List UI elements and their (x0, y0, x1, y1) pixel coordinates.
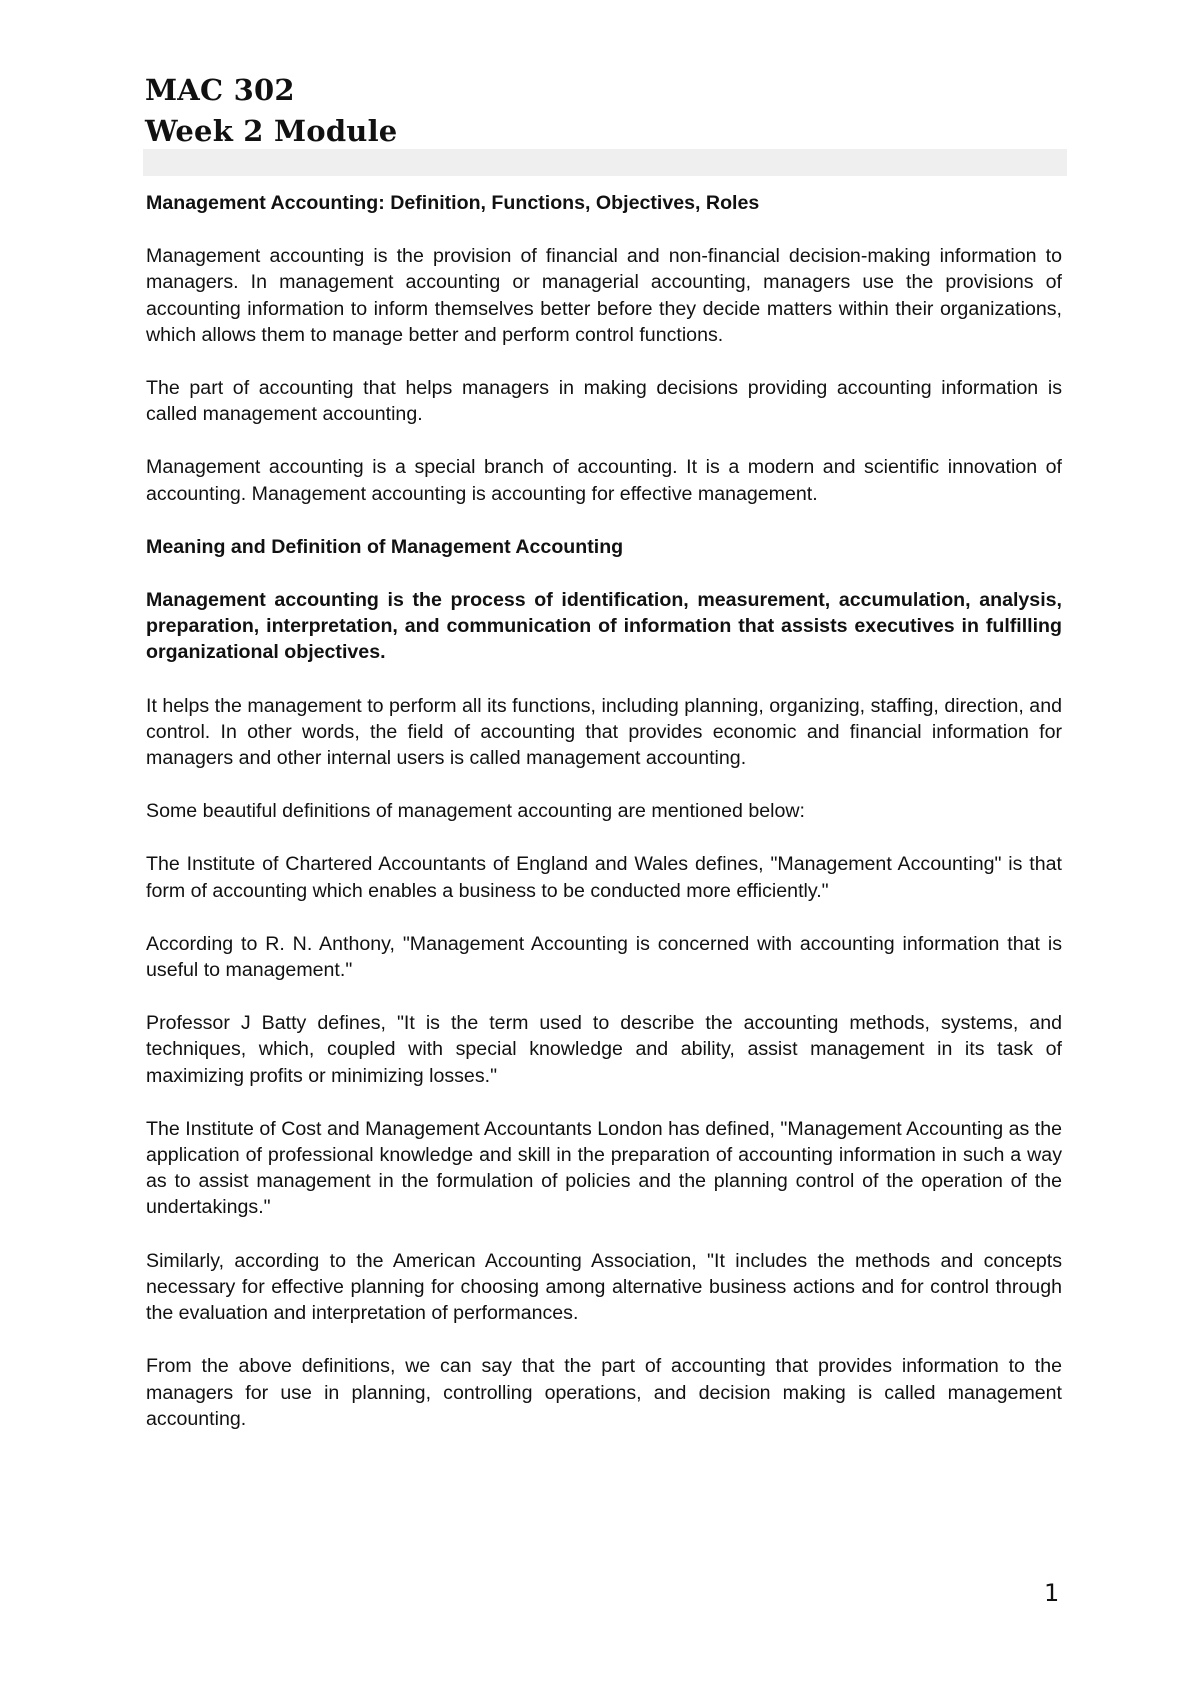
paragraph-intro: Management accounting is the provision of financial and non-financial decision-making information to managers. In management accounting or managerial accounting, managers use the provisions of accounting information to inform themselves better before they decide matters within their organizations, which allows them to manage better and perform control functions. (146, 245, 1062, 346)
course-code: MAC 302 (145, 73, 295, 107)
page-number: 1 (1044, 1579, 1060, 1607)
paragraph-functions: It helps the management to perform all its functions, including planning, organizing, staffing, direction, and control. In other words, the field of accounting that provides economic and financial information for managers and other internal users is called management accounting. (146, 694, 1062, 770)
definition-aaa: Similarly, according to the American Accounting Association, "It includes the methods and concepts necessary for effective planning for choosing among alternative business actions and for control through the evaluation and interpretation of performances. (146, 1249, 1062, 1325)
module-title: Week 2 Module (145, 114, 398, 148)
bold-definition: Management accounting is the process of identification, measurement, accumulation, analysis, preparation, interpretation, and communication of information that assists executives in fulfilling organizational objectives. (146, 589, 1062, 664)
paragraph-special-branch: Management accounting is a special branch of accounting. It is a modern and scientific innovation of accounting. Management accounting is accounting for effective management. (146, 456, 1062, 505)
meaning-heading: Meaning and Definition of Management Accounting (146, 535, 624, 558)
definition-icaew: The Institute of Chartered Accountants of England and Wales defines, "Management Accounting" is that form of accounting which enables a business to be conducted more efficiently." (146, 853, 1062, 902)
paragraph-part-of-accounting: The part of accounting that helps managers in making decisions providing accounting information is called management accounting. (146, 377, 1062, 426)
document-body (146, 190, 1062, 1459)
definition-anthony: According to R. N. Anthony, "Management Accounting is concerned with accounting information that is useful to management." (146, 932, 1062, 982)
shaded-divider (143, 149, 1067, 176)
paragraph-definitions-intro: Some beautiful definitions of management accounting are mentioned below: (146, 800, 805, 823)
section-heading: Management Accounting: Definition, Functions, Objectives, Roles (146, 192, 760, 214)
definition-icma: The Institute of Cost and Management Accountants London has defined, "Management Accounting as the application of professional knowledge and skill in the preparation of accounting information in such a way as to assist management in the formulation of policies and the planning control of the operation of the undertakings." (146, 1117, 1062, 1219)
definition-batty: Professor J Batty defines, "It is the term used to describe the accounting methods, systems, and techniques, which, coupled with special knowledge and ability, assist management in its task of maximizing profits or minimizing losses." (146, 1012, 1062, 1087)
paragraph-conclusion: From the above definitions, we can say that the part of accounting that provides information to the managers for use in planning, controlling operations, and decision making is called management accounting. (146, 1355, 1062, 1430)
